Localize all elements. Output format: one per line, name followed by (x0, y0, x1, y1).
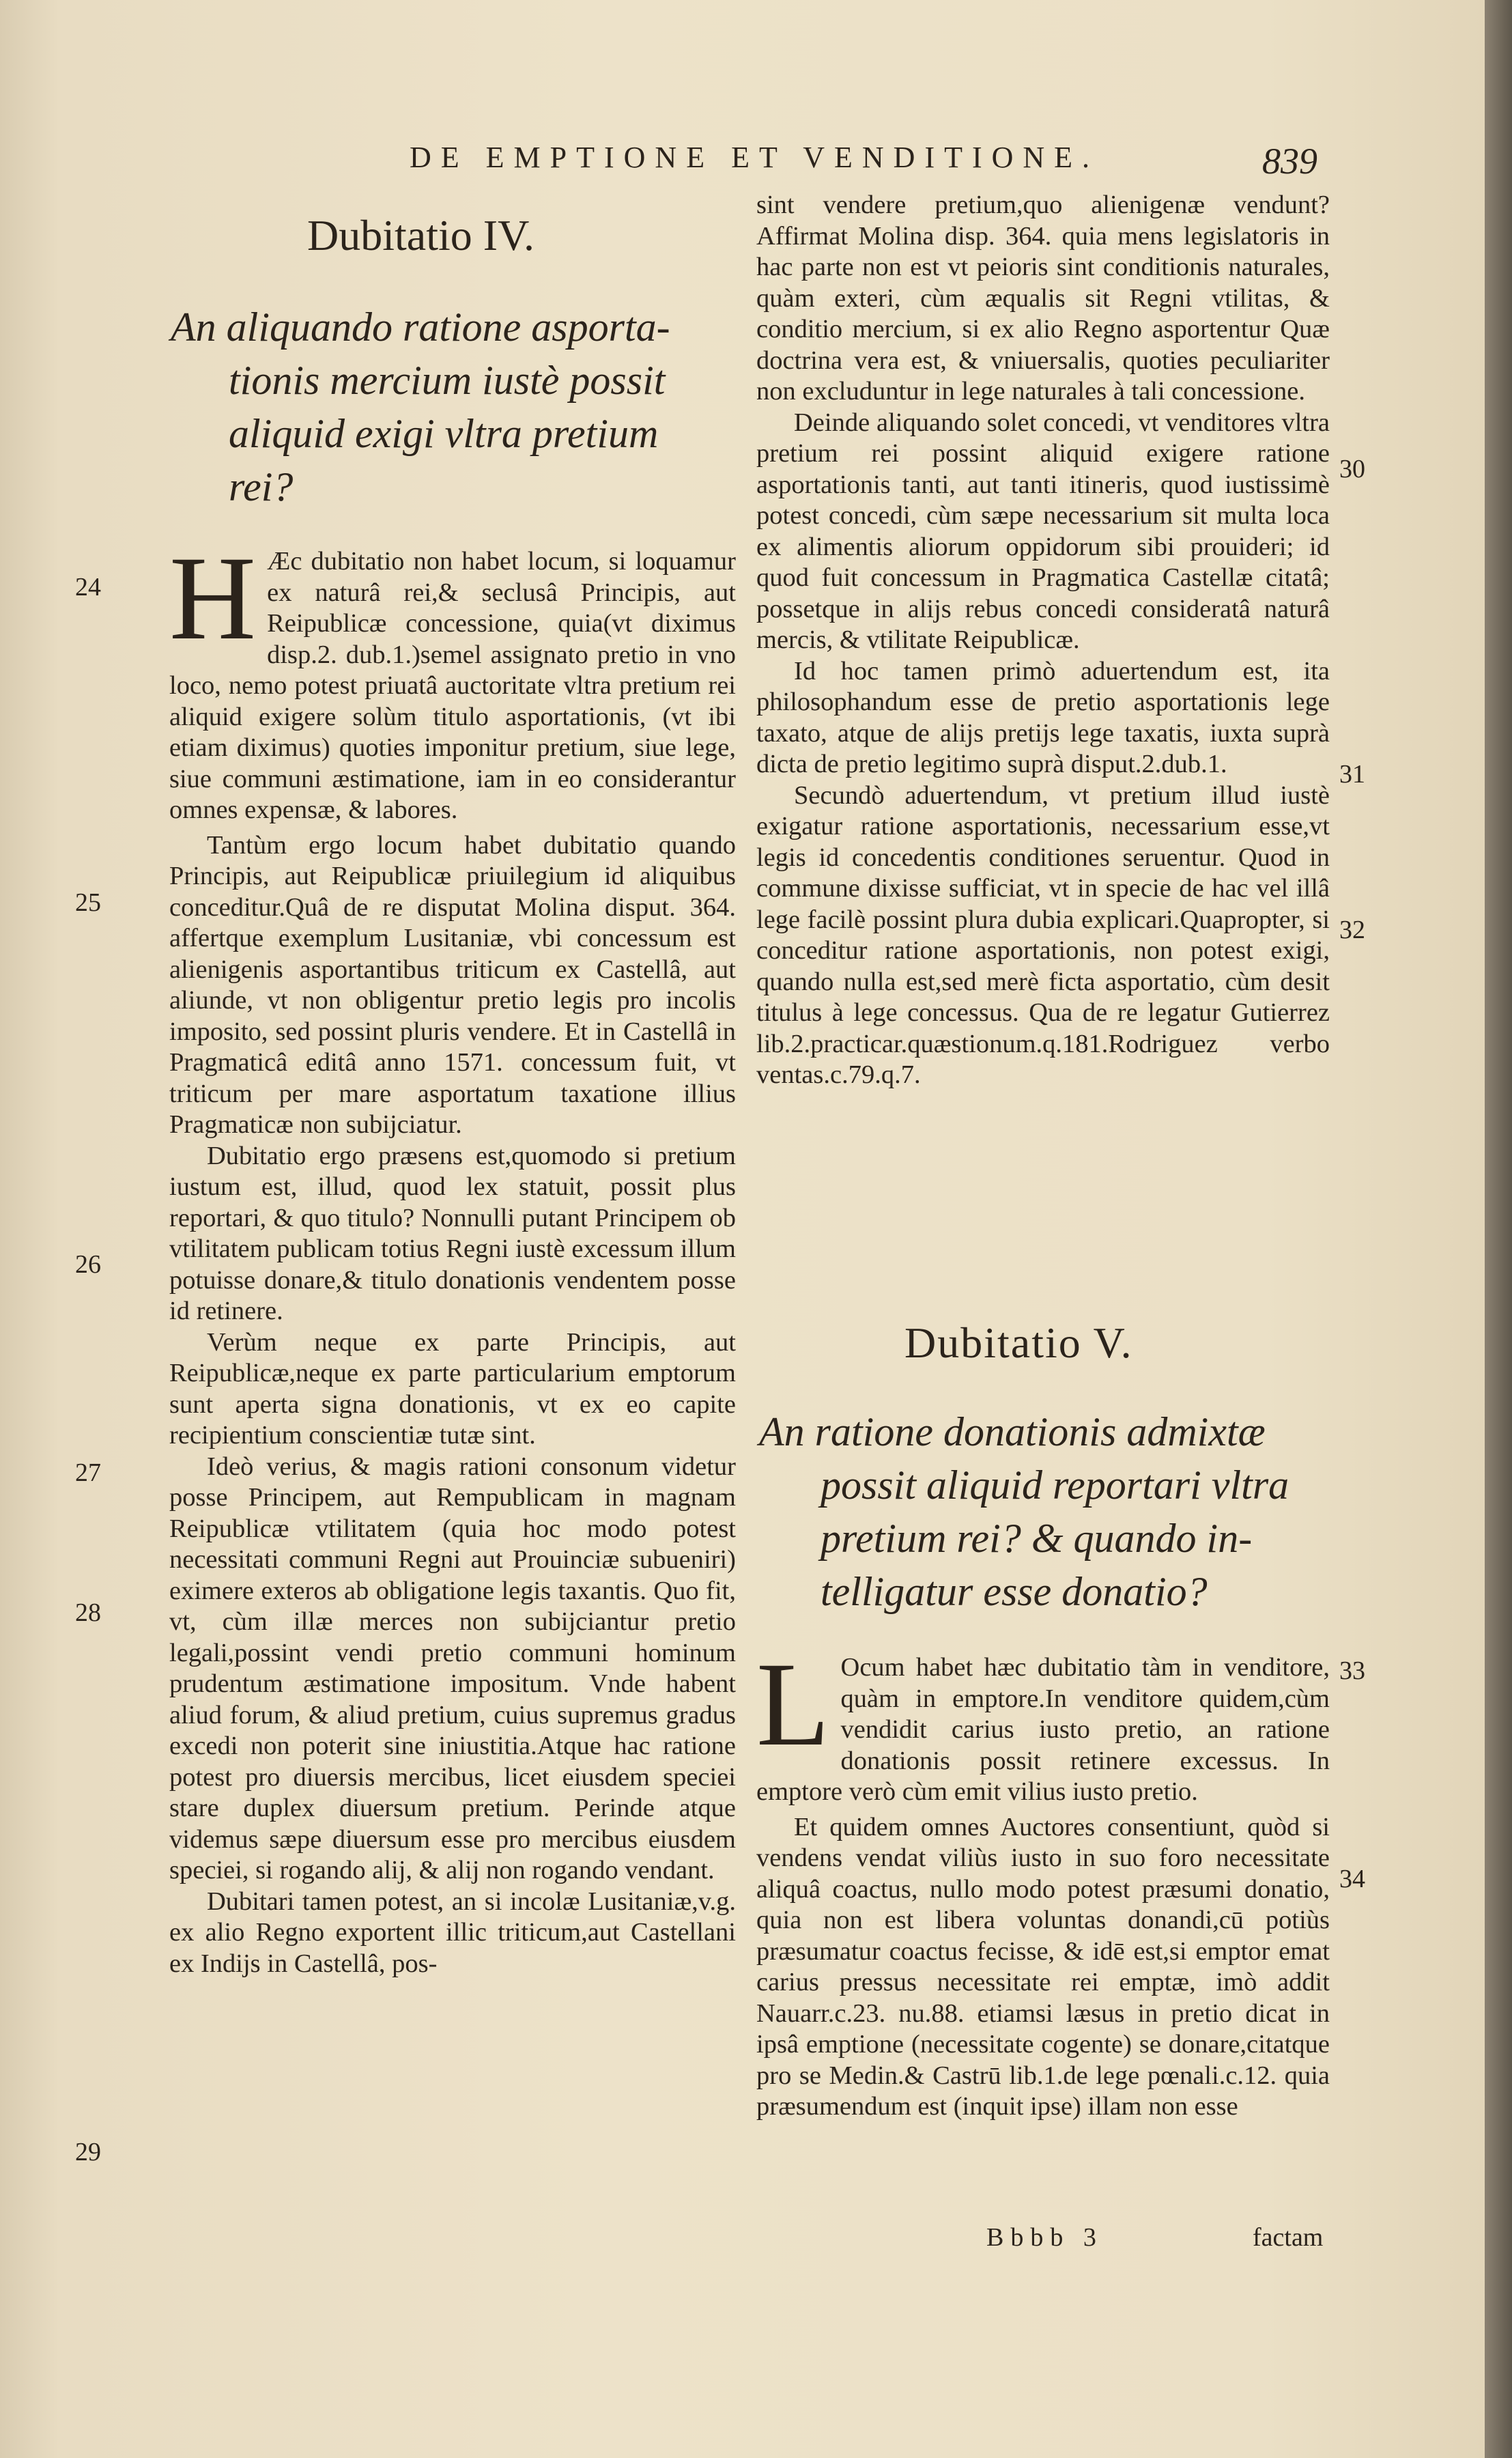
drop-cap-h: H (169, 532, 257, 665)
paragraph-34: Et quidem omnes Auctores consentiunt, quòd si vendens vendat viliùs iusto in suo foro necessitate aliquâ coactus, nullo modo potest præsumi donatio, quia non est libera voluntas donandi,cū potiùs præsumatur coactus fecisse, & idē est,si emptor emat carius pressus necessitate rei emptæ, imò addit Nauarr.c.23. nu.88. etiamsi læsus in pretio dicat in ipsâ emptione (necessitate cogente) se donare,citatque pro se Medin.& Castrū lib.1.de lege pœnali.c.12. quia præsumendum est (inquit ipse) illam non esse (756, 1812, 1330, 2121)
question-v-line-2: possit aliquid reportari vltra (821, 1463, 1289, 1508)
margin-number-26: 26 (75, 1250, 101, 1279)
paragraph-29-continued: sint vendere pretium,quo alienigenæ vendunt? Affirmat Molina disp. 364. quia mens legislatoris in hac parte non est vt peioris sint conditionis naturales, quàm exteri, cùm æqualis sit Regni vtilitas, & conditio mercium, si ex alio Regno asportentur Quæ doctrina vera est, & vniuersalis, quoties peculiariter non excluduntur in lege naturales à tali concessione. (756, 190, 1330, 406)
question-v-line-3: pretium rei? & quando in- (821, 1516, 1253, 1561)
dubitatio-iv-title: Dubitatio IV. (307, 211, 535, 259)
margin-number-34: 34 (1339, 1865, 1365, 1893)
signature-mark: Bbbb 3 (986, 2223, 1103, 2252)
margin-number-25: 25 (75, 888, 101, 917)
paragraph-27: Verùm neque ex parte Principis, aut Reipublicæ,neque ex parte particularium emptorum sunt aperta signa donationis, vt ex eo capite recipientium conscientiæ tutæ sint. (169, 1327, 736, 1450)
page-number: 839 (1262, 141, 1317, 182)
dubitatio-v-title: Dubitatio V. (904, 1318, 1133, 1367)
paragraph-26: Dubitatio ergo præsens est,quomodo si pretium iustum est, illud, quod lex statuit, possit plus reportari, & quo titulo? Nonnulli putant Principem ob vtilitatem publicam totius Regni iustè excessum illum potuisse donare,& titulo donationis vendentem posse id retinere. (169, 1141, 736, 1325)
paragraph-29: Dubitari tamen potest, an si incolæ Lusitaniæ,v.g. ex alio Regno exportent illic triticum,aut Castellani ex Indijs in Castellâ, pos- (169, 1887, 736, 1978)
question-iv-line-2: tionis mercium iustè possit (229, 358, 666, 403)
catchword: factam (1253, 2223, 1324, 2252)
margin-number-31: 31 (1339, 760, 1365, 789)
right-column-lower-text (756, 1638, 1330, 2123)
paragraph-32: Secundò aduertendum, vt pretium illud iustè exigatur ratione asportationis, necessarium esse,vt legis id concedentis conditiones seruentur. Quod in commune dixisse sufficiat, vt in specie de hac vel illâ lege facilè possint plura dubia explicari.Quapropter, si conceditur ratione asportationis, non potest exigi, quando nulla est,sed merè ficta asportatio, cùm desit titulus à lege concessus. Qua de re legatur Gutierrez lib.2.practicar.quæstionum.q.181.Rodriguez verbo ventas.c.79.q.7. (756, 780, 1330, 1089)
paragraph-28: Ideò verius, & magis rationi consonum videtur posse Principem, aut Rempublicam in magnam Reipublicæ vtilitatem (quia hoc modo potest necessitati communi Regni aut Prouinciæ subueniri) eximere exteros ab obligatione legis taxantis. Quo fit, vt, cùm illæ merces non subijciantur pretio legali,possint vendi pretio communi hominum prudentum æstimatione impositum. Vnde habent aliud forum, & aliud pretium, cuius supremus gradus excedi non poterit sine iniustitia.Atque hac ratione potest pro diuersis mercibus, licet eiusdem speciei stare duplex diuersum pretium. Perinde atque videmus sæpe diuersum esse pro mercibus eiusdem speciei, si rogando alij, & alij non rogando vendant. (169, 1452, 736, 1884)
running-title: DE EMPTIONE ET VENDITIONE. (410, 141, 1100, 174)
page-edge-shadow (1485, 0, 1512, 2458)
question-v-line-4: telligatur esse donatio? (821, 1569, 1208, 1614)
paragraph-31: Id hoc tamen primò aduertendum est, ita philosophandum esse de pretio asportationis lege taxato, atque de alijs pretijs lege taxatis, iuxta suprà dicta de pretio legitimo suprà disput.2.dub.1. (756, 656, 1330, 778)
margin-number-33: 33 (1339, 1656, 1365, 1685)
question-iv-line-3: aliquid exigi vltra pretium (229, 411, 659, 456)
margin-number-30: 30 (1339, 455, 1365, 483)
question-iv-line-4: rei? (229, 464, 294, 509)
paragraph-24: H Æc dubitatio non habet locum, si loquamur ex naturâ rei,& seclusâ Principis, aut Reipublicæ concessione, quia(vt diximus disp.2. dub.1.)semel assignato pretio in vno loco, nemo potest priuatâ auctoritate vltra pretium rei aliquid exigere solùm titulo asportationis, (vt ibi etiam diximus) quoties imponitur pretium, siue lege, siue communi æstimatione, iam in eo considerantur omnes expensæ, & labores. (169, 532, 736, 824)
paragraph-25: Tantùm ergo locum habet dubitatio quando Principis, aut Reipublicæ priuilegium id aliquibus conceditur.Quâ de re disputat Molina disput. 364. affertque exemplum Lusitaniæ, vbi concessum est alienigenis asportantibus triticum ex Castellâ, aut aliunde, vt non obligentur pretio legis pro incolis imposito, sed possint pluris vendere. Et in Castellâ in Pragmaticâ editâ anno 1571. concessum fuit, vt triticum per mare asportatum taxatione illius Pragmaticæ non subijciatur. (169, 830, 736, 1139)
margin-number-28: 28 (75, 1598, 101, 1627)
question-iv (171, 300, 730, 513)
question-v (759, 1405, 1332, 1618)
left-column-text (169, 532, 736, 1979)
margin-number-24: 24 (75, 573, 101, 602)
drop-cap-l: L (756, 1638, 830, 1771)
question-iv-line-1: An aliquando ratione asporta- (171, 305, 670, 350)
margin-number-29: 29 (75, 2138, 101, 2166)
right-column-upper-text (756, 190, 1330, 1091)
paragraph-30: Deinde aliquando solet concedi, vt venditores vltra pretium rei possint aliquid exigere ratione asportationis tanti, aut tanti itineris, quod iustissimè potest concedi, cùm sæpe necessarium sit multa loca ex alimentis aliorum oppidorum sibi prouideri; id quod fuit concessum in Pragmatica Castellæ citatâ; possetque in alijs rebus concedi consideratâ naturâ mercis, & vtilitate Reipublicæ. (756, 408, 1330, 654)
margin-number-32: 32 (1339, 916, 1365, 944)
running-header (410, 140, 1317, 188)
question-v-line-1: An ratione donationis admixtæ (759, 1409, 1266, 1454)
paragraph-33: L Ocum habet hæc dubitatio tàm in venditore, quàm in emptore.In venditore quidem,cùm vendidit carius iusto pretio, an ratione donationis possit retinere excessus. In emptore verò cùm emit vilius iusto pretio. (756, 1638, 1330, 1806)
margin-number-27: 27 (75, 1458, 101, 1487)
